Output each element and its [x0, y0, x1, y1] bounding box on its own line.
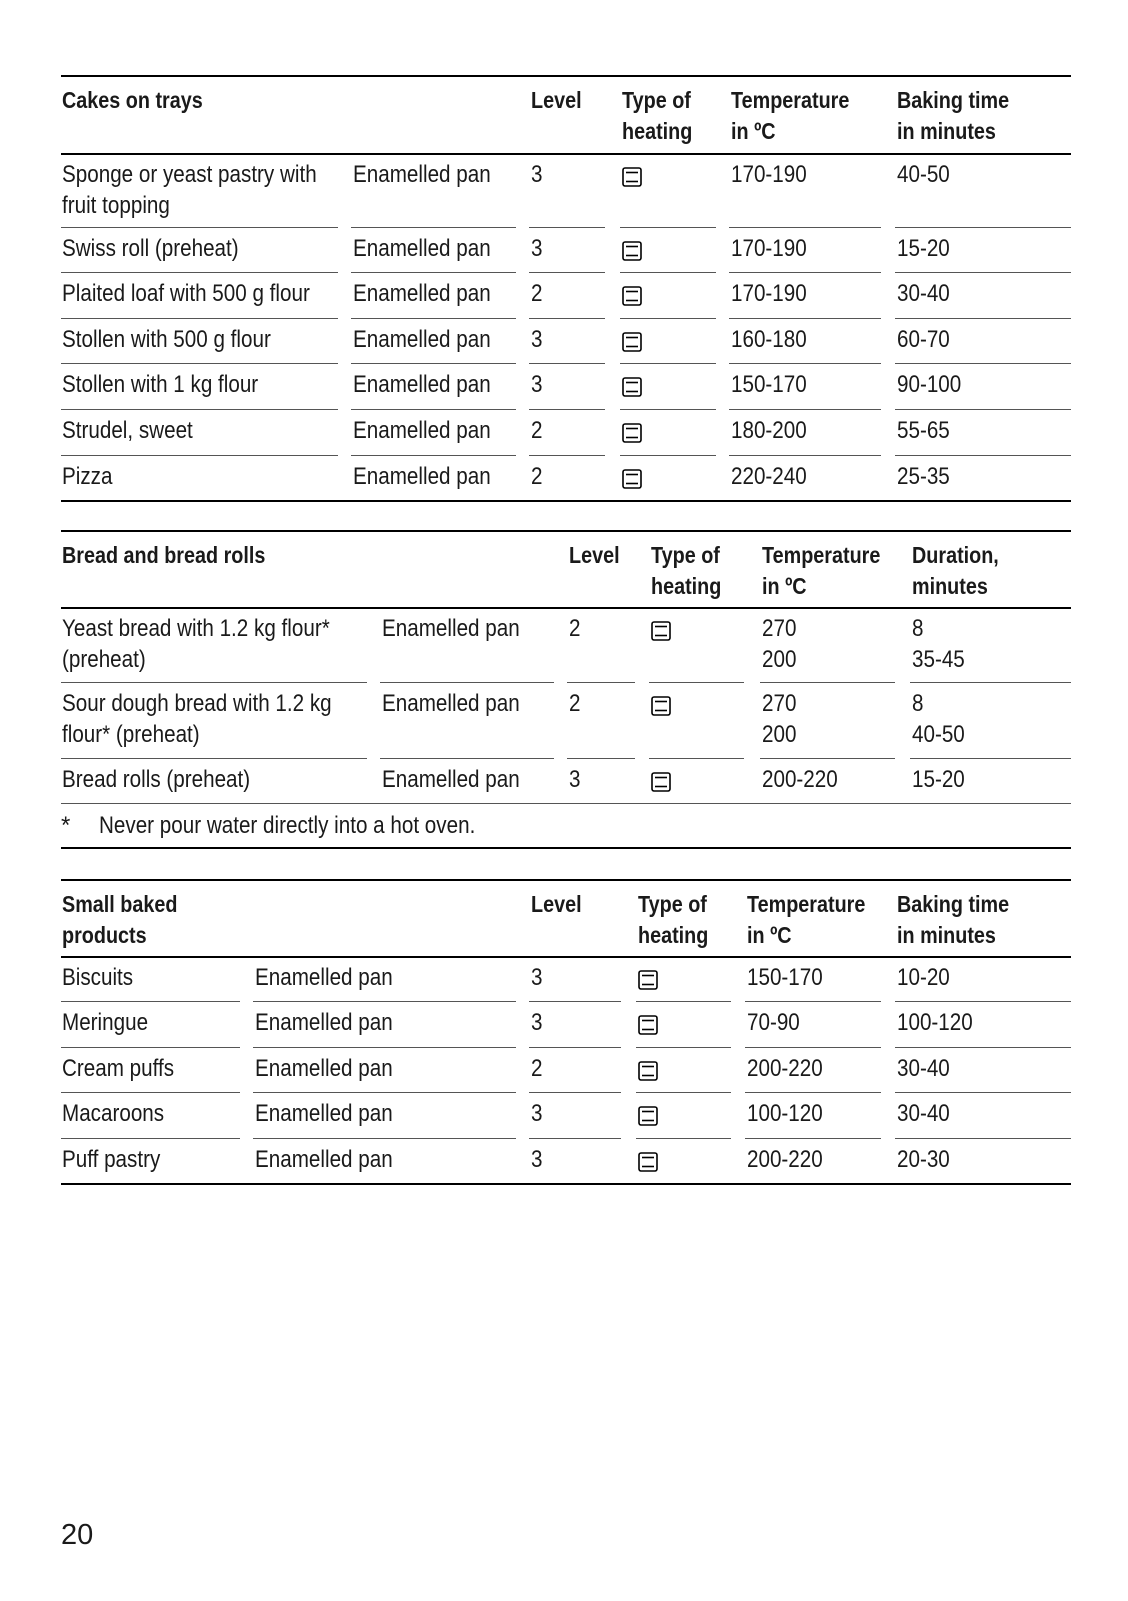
temperature-cell: 160-180: [731, 326, 807, 353]
vessel-cell: Enamelled pan: [353, 235, 491, 262]
level-cell: 2: [569, 690, 581, 717]
table-row: [61, 956, 1071, 1001]
vessel-cell: Enamelled pan: [382, 690, 520, 717]
time-cell: 25-35: [897, 463, 950, 490]
top-bottom-heating-icon: [622, 377, 642, 397]
time-cell: 8 35-45: [912, 615, 965, 673]
time-cell: 10-20: [897, 964, 950, 991]
temperature-cell: 200-220: [747, 1146, 823, 1173]
table-row: [61, 227, 1071, 272]
top-bottom-heating-icon: [638, 1061, 658, 1081]
time-cell: 100-120: [897, 1009, 973, 1036]
temperature-cell: 70-90: [747, 1009, 800, 1036]
time-cell: 30-40: [897, 1100, 950, 1127]
top-bottom-heating-icon: [651, 696, 671, 716]
vessel-cell: Enamelled pan: [353, 280, 491, 307]
top-bottom-heating-icon: [622, 332, 642, 352]
column-header-level: Level: [569, 542, 620, 568]
level-cell: 2: [569, 615, 581, 642]
column-header-time: Baking time in minutes: [897, 891, 1010, 948]
top-bottom-heating-icon: [622, 469, 642, 489]
temperature-cell: 150-170: [731, 371, 807, 398]
column-header-category: Small baked products: [62, 891, 178, 948]
column-header-heating: Type of heating: [622, 87, 693, 144]
food-cell: Pizza: [62, 463, 113, 490]
table-row: [61, 607, 1071, 682]
temperature-cell: 170-190: [731, 235, 807, 262]
column-header-level: Level: [531, 891, 582, 917]
level-cell: 3: [531, 161, 543, 188]
food-cell: Puff pastry: [62, 1146, 161, 1173]
table-header: [61, 879, 1071, 958]
footnote: [61, 810, 1071, 841]
time-cell: 15-20: [897, 235, 950, 262]
food-cell: Stollen with 500 g flour: [62, 326, 271, 353]
page-number: 20: [61, 1519, 94, 1551]
food-cell: Bread rolls (preheat): [62, 766, 251, 793]
food-cell: Stollen with 1 kg flour: [62, 371, 259, 398]
column-header-heating: Type of heating: [638, 891, 709, 948]
vessel-cell: Enamelled pan: [353, 371, 491, 398]
food-cell: Swiss roll (preheat): [62, 235, 239, 262]
column-header-heating: Type of heating: [651, 542, 722, 599]
level-cell: 3: [531, 235, 543, 262]
table-row: [61, 758, 1071, 803]
food-cell: Plaited loaf with 500 g flour: [62, 280, 310, 307]
column-header-temperature: Temperature in ºC: [731, 87, 850, 144]
time-cell: 30-40: [897, 280, 950, 307]
top-bottom-heating-icon: [622, 167, 642, 187]
food-cell: Sponge or yeast pastry with fruit topping: [62, 161, 317, 219]
vessel-cell: Enamelled pan: [353, 417, 491, 444]
top-bottom-heating-icon: [622, 286, 642, 306]
level-cell: 3: [531, 964, 543, 991]
table-row: [61, 1138, 1071, 1183]
footnote-mark: *: [61, 812, 71, 839]
column-header-category: Cakes on trays: [62, 87, 203, 113]
vessel-cell: Enamelled pan: [353, 463, 491, 490]
top-bottom-heating-icon: [638, 1015, 658, 1035]
table-row: [61, 153, 1071, 227]
vessel-cell: Enamelled pan: [353, 326, 491, 353]
top-bottom-heating-icon: [622, 241, 642, 261]
vessel-cell: Enamelled pan: [382, 766, 520, 793]
time-cell: 15-20: [912, 766, 965, 793]
vessel-cell: Enamelled pan: [255, 1100, 393, 1127]
temperature-cell: 270 200: [762, 690, 797, 748]
table-header: [61, 530, 1071, 609]
level-cell: 2: [531, 280, 543, 307]
food-cell: Cream puffs: [62, 1055, 175, 1082]
column-header-time: Duration, minutes: [912, 542, 999, 599]
temperature-cell: 180-200: [731, 417, 807, 444]
food-cell: Meringue: [62, 1009, 149, 1036]
vessel-cell: Enamelled pan: [353, 161, 491, 188]
column-header-temperature: Temperature in ºC: [747, 891, 866, 948]
level-cell: 3: [531, 371, 543, 398]
table-bottom-rule: [61, 847, 1071, 849]
column-header-level: Level: [531, 87, 582, 113]
time-cell: 90-100: [897, 371, 962, 398]
temperature-cell: 150-170: [747, 964, 823, 991]
temperature-cell: 100-120: [747, 1100, 823, 1127]
time-cell: 60-70: [897, 326, 950, 353]
food-cell: Macaroons: [62, 1100, 165, 1127]
table-row: [61, 1092, 1071, 1138]
table-row: [61, 409, 1071, 455]
top-bottom-heating-icon: [651, 772, 671, 792]
temperature-cell: 220-240: [731, 463, 807, 490]
level-cell: 3: [531, 1100, 543, 1127]
temperature-cell: 270 200: [762, 615, 797, 673]
vessel-cell: Enamelled pan: [382, 615, 520, 642]
level-cell: 3: [531, 1009, 543, 1036]
top-bottom-heating-icon: [638, 1106, 658, 1126]
footnote-text: Never pour water directly into a hot oven.: [99, 812, 476, 839]
food-cell: Biscuits: [62, 964, 134, 991]
vessel-cell: Enamelled pan: [255, 1009, 393, 1036]
level-cell: 3: [531, 1146, 543, 1173]
table-row: [61, 1001, 1071, 1047]
temperature-cell: 200-220: [747, 1055, 823, 1082]
food-cell: Sour dough bread with 1.2 kg flour* (preheat): [62, 690, 332, 748]
temperature-cell: 200-220: [762, 766, 838, 793]
temperature-cell: 170-190: [731, 280, 807, 307]
level-cell: 2: [531, 463, 543, 490]
table-header: [61, 75, 1071, 155]
food-cell: Yeast bread with 1.2 kg flour* (preheat): [62, 615, 330, 673]
vessel-cell: Enamelled pan: [255, 964, 393, 991]
level-cell: 2: [531, 417, 543, 444]
table-row: [61, 363, 1071, 409]
temperature-cell: 170-190: [731, 161, 807, 188]
food-cell: Strudel, sweet: [62, 417, 193, 444]
level-cell: 3: [569, 766, 581, 793]
time-cell: 8 40-50: [912, 690, 965, 748]
time-cell: 30-40: [897, 1055, 950, 1082]
top-bottom-heating-icon: [638, 970, 658, 990]
table-row: [61, 682, 1071, 758]
level-cell: 3: [531, 326, 543, 353]
column-header-temperature: Temperature in ºC: [762, 542, 881, 599]
time-cell: 55-65: [897, 417, 950, 444]
top-bottom-heating-icon: [622, 423, 642, 443]
top-bottom-heating-icon: [638, 1152, 658, 1172]
top-bottom-heating-icon: [651, 621, 671, 641]
time-cell: 40-50: [897, 161, 950, 188]
level-cell: 2: [531, 1055, 543, 1082]
column-header-category: Bread and bread rolls: [62, 542, 266, 568]
table-row: [61, 318, 1071, 363]
vessel-cell: Enamelled pan: [255, 1146, 393, 1173]
table-row: [61, 455, 1071, 500]
table-row: [61, 1047, 1071, 1092]
table-row: [61, 272, 1071, 318]
column-header-time: Baking time in minutes: [897, 87, 1010, 144]
time-cell: 20-30: [897, 1146, 950, 1173]
vessel-cell: Enamelled pan: [255, 1055, 393, 1082]
